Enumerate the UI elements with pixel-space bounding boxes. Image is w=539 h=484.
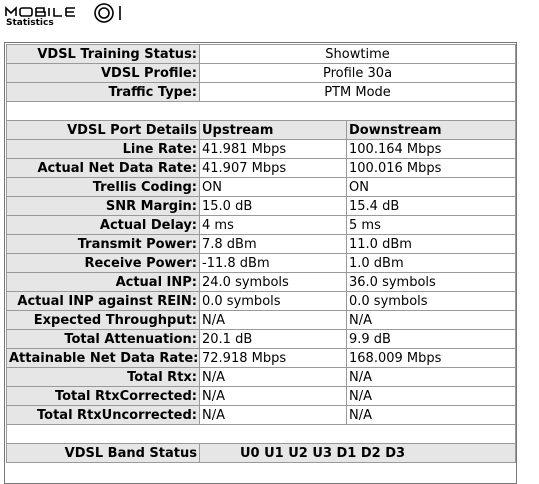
port-header-row — [7, 121, 516, 140]
table-row — [7, 235, 516, 254]
status-row — [7, 45, 516, 64]
port-details-header: VDSL Port Details — [7, 121, 200, 140]
downstream-value: 100.164 Mbps — [347, 140, 516, 159]
table-row — [7, 273, 516, 292]
upstream-value: 24.0 symbols — [200, 273, 347, 292]
row-label: Total Rtx: — [7, 368, 200, 387]
band-status-label: VDSL Band Status — [7, 444, 200, 463]
table-row — [7, 140, 516, 159]
table-row — [7, 216, 516, 235]
upstream-value: N/A — [200, 311, 347, 330]
spacer-row — [7, 102, 516, 121]
downstream-value: 5 ms — [347, 216, 516, 235]
upstream-value: ON — [200, 178, 347, 197]
row-label: Actual INP against REIN: — [7, 292, 200, 311]
table-row — [7, 159, 516, 178]
downstream-value: N/A — [347, 368, 516, 387]
row-label: Expected Throughput: — [7, 311, 200, 330]
upstream-value: 4 ms — [200, 216, 347, 235]
upstream-value: N/A — [200, 368, 347, 387]
downstream-value: 100.016 Mbps — [347, 159, 516, 178]
vdsl-statistics-table — [6, 44, 516, 463]
upstream-header: Upstream — [200, 121, 347, 140]
status-value: Showtime — [200, 45, 516, 64]
table-row — [7, 178, 516, 197]
upstream-value: 0.0 symbols — [200, 292, 347, 311]
upstream-value: 41.907 Mbps — [200, 159, 347, 178]
status-label: Traffic Type: — [7, 83, 200, 102]
downstream-value: N/A — [347, 406, 516, 425]
status-value: Profile 30a — [200, 64, 516, 83]
band-status-row — [7, 444, 516, 463]
row-label: Actual Delay: — [7, 216, 200, 235]
spacer-cell — [7, 102, 516, 121]
row-label: Actual Net Data Rate: — [7, 159, 200, 178]
status-label: VDSL Training Status: — [7, 45, 200, 64]
status-row — [7, 64, 516, 83]
downstream-value: 0.0 symbols — [347, 292, 516, 311]
row-label: Trellis Coding: — [7, 178, 200, 197]
spacer-row — [7, 425, 516, 444]
status-row — [7, 83, 516, 102]
upstream-value: -11.8 dBm — [200, 254, 347, 273]
table-row — [7, 311, 516, 330]
upstream-value: 20.1 dB — [200, 330, 347, 349]
downstream-value: N/A — [347, 311, 516, 330]
table-row — [7, 349, 516, 368]
table-row — [7, 387, 516, 406]
row-label: SNR Margin: — [7, 197, 200, 216]
spacer-cell — [7, 425, 516, 444]
downstream-value: ON — [347, 178, 516, 197]
downstream-value: 15.4 dB — [347, 197, 516, 216]
downstream-header: Downstream — [347, 121, 516, 140]
downstream-value: 11.0 dBm — [347, 235, 516, 254]
svg-text:Statistics: Statistics — [6, 18, 54, 26]
upstream-value: 7.8 dBm — [200, 235, 347, 254]
upstream-value: 41.981 Mbps — [200, 140, 347, 159]
row-label: Receive Power: — [7, 254, 200, 273]
table-row — [7, 406, 516, 425]
status-value: PTM Mode — [200, 83, 516, 102]
row-label: Attainable Net Data Rate: — [7, 349, 200, 368]
row-label: Total RtxUncorrected: — [7, 406, 200, 425]
upstream-value: N/A — [200, 406, 347, 425]
table-row — [7, 197, 516, 216]
row-label: Total Attenuation: — [7, 330, 200, 349]
downstream-value: 168.009 Mbps — [347, 349, 516, 368]
status-label: VDSL Profile: — [7, 64, 200, 83]
row-label: Total RtxCorrected: — [7, 387, 200, 406]
upstream-value: N/A — [200, 387, 347, 406]
downstream-value: N/A — [347, 387, 516, 406]
table-row — [7, 330, 516, 349]
downstream-value: 1.0 dBm — [347, 254, 516, 273]
row-label: Transmit Power: — [7, 235, 200, 254]
table-row — [7, 292, 516, 311]
downstream-value: 9.9 dB — [347, 330, 516, 349]
upstream-value: 72.918 Mbps — [200, 349, 347, 368]
table-row — [7, 254, 516, 273]
downstream-value: 36.0 symbols — [347, 273, 516, 292]
upstream-value: 15.0 dB — [200, 197, 347, 216]
band-columns: U0 U1 U2 U3 D1 D2 D3 — [200, 444, 516, 463]
table-row — [7, 368, 516, 387]
row-label: Actual INP: — [7, 273, 200, 292]
mobile01-logo — [4, 2, 134, 26]
row-label: Line Rate: — [7, 140, 200, 159]
